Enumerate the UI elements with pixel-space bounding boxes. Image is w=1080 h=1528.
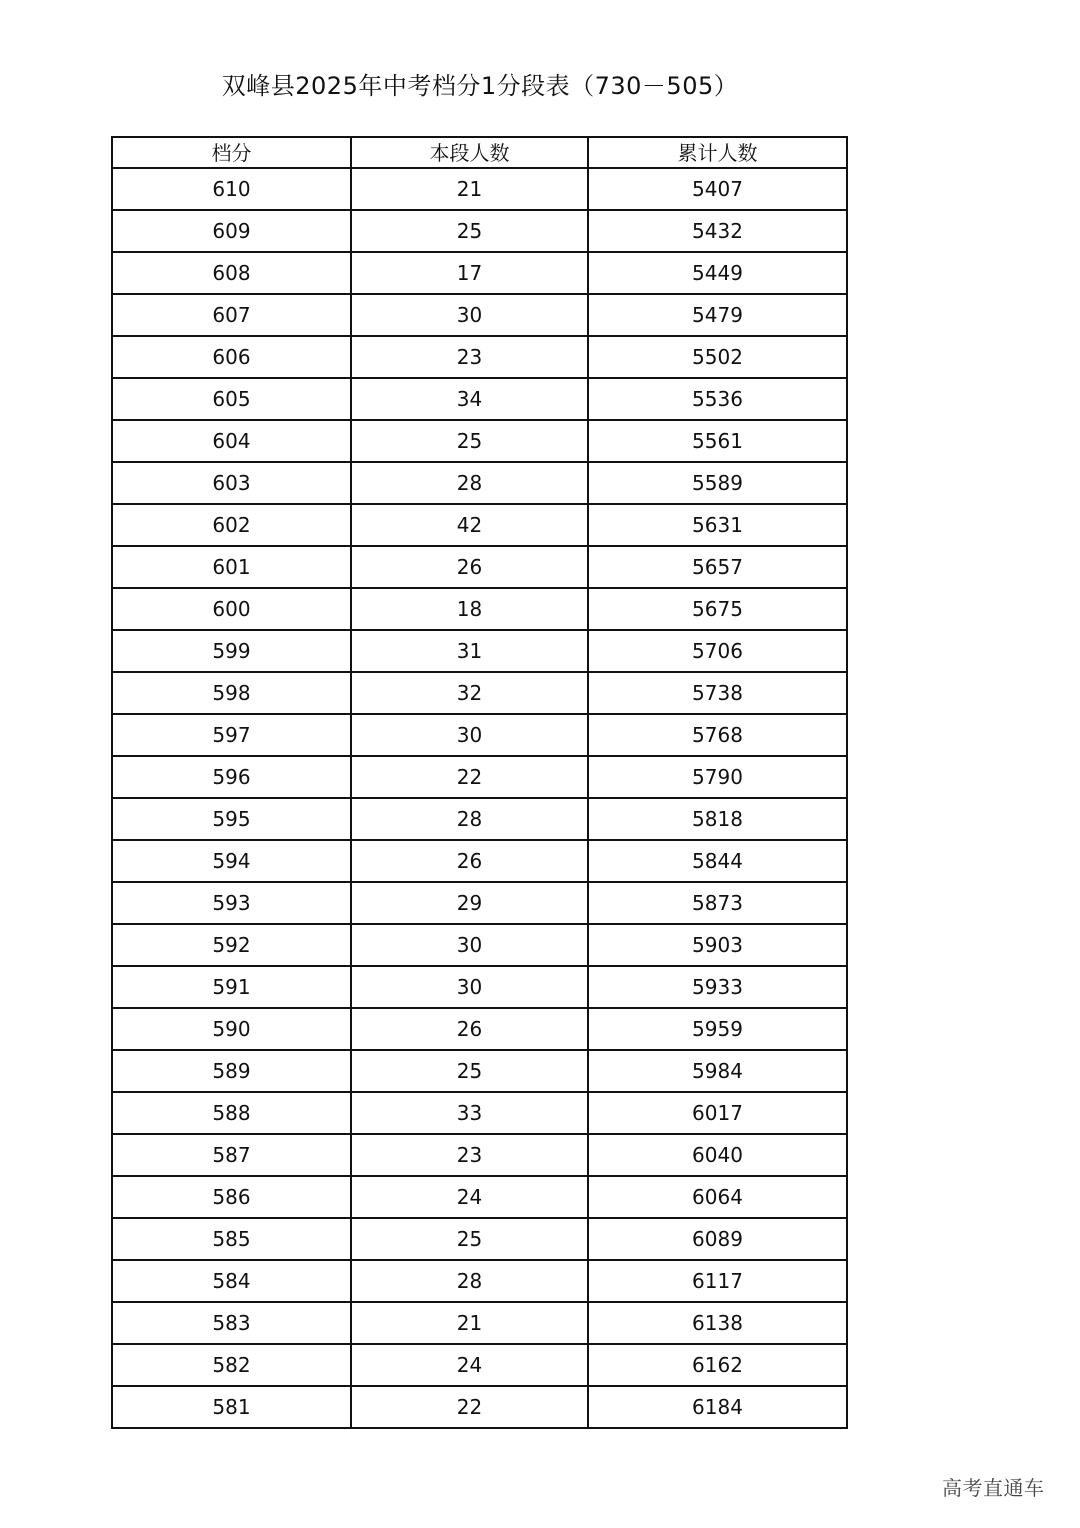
table-row [112,504,847,546]
table-row [112,924,847,966]
cell-cumulative-count: 6117 [588,1260,847,1302]
cell-cumulative-count: 5407 [588,168,847,210]
cell-segment-count: 30 [351,714,588,756]
cell-score: 593 [112,882,351,924]
cell-score: 606 [112,336,351,378]
watermark-text: 高考直通车 [942,1476,1045,1500]
cell-segment-count: 32 [351,672,588,714]
cell-cumulative-count: 5903 [588,924,847,966]
table-header-row [112,137,847,168]
cell-cumulative-count: 5790 [588,756,847,798]
table-row [112,966,847,1008]
table-row [112,1092,847,1134]
cell-score: 582 [112,1344,351,1386]
cell-segment-count: 30 [351,924,588,966]
table-row [112,630,847,672]
table-row [112,1344,847,1386]
table-row [112,672,847,714]
cell-cumulative-count: 6184 [588,1386,847,1428]
cell-score: 585 [112,1218,351,1260]
table-row [112,1134,847,1176]
cell-segment-count: 26 [351,1008,588,1050]
cell-score: 596 [112,756,351,798]
cell-score: 599 [112,630,351,672]
cell-segment-count: 33 [351,1092,588,1134]
cell-cumulative-count: 6040 [588,1134,847,1176]
cell-score: 589 [112,1050,351,1092]
cell-cumulative-count: 5536 [588,378,847,420]
cell-segment-count: 25 [351,1218,588,1260]
cell-score: 608 [112,252,351,294]
cell-score: 597 [112,714,351,756]
cell-segment-count: 28 [351,798,588,840]
header-score: 档分 [112,137,351,168]
cell-score: 595 [112,798,351,840]
score-distribution-table [111,136,848,1429]
cell-segment-count: 30 [351,294,588,336]
cell-segment-count: 42 [351,504,588,546]
cell-score: 607 [112,294,351,336]
table-row [112,336,847,378]
table-row [112,1218,847,1260]
cell-score: 586 [112,1176,351,1218]
cell-cumulative-count: 5984 [588,1050,847,1092]
cell-cumulative-count: 5873 [588,882,847,924]
table-row [112,1050,847,1092]
cell-cumulative-count: 5479 [588,294,847,336]
cell-score: 603 [112,462,351,504]
cell-cumulative-count: 6089 [588,1218,847,1260]
cell-score: 583 [112,1302,351,1344]
table-row [112,1302,847,1344]
cell-segment-count: 28 [351,462,588,504]
cell-segment-count: 26 [351,546,588,588]
cell-score: 587 [112,1134,351,1176]
cell-score: 598 [112,672,351,714]
cell-segment-count: 23 [351,336,588,378]
cell-segment-count: 22 [351,756,588,798]
cell-cumulative-count: 5589 [588,462,847,504]
cell-segment-count: 22 [351,1386,588,1428]
table-row [112,588,847,630]
table-row [112,1260,847,1302]
cell-segment-count: 28 [351,1260,588,1302]
table-row [112,1008,847,1050]
header-cumulative-count: 累计人数 [588,137,847,168]
document-title: 双峰县2025年中考档分1分段表（730－505） [221,72,739,100]
cell-segment-count: 26 [351,840,588,882]
cell-segment-count: 25 [351,1050,588,1092]
cell-segment-count: 30 [351,966,588,1008]
table-row [112,840,847,882]
cell-cumulative-count: 5768 [588,714,847,756]
cell-cumulative-count: 6138 [588,1302,847,1344]
cell-cumulative-count: 5818 [588,798,847,840]
cell-segment-count: 34 [351,378,588,420]
cell-segment-count: 21 [351,168,588,210]
cell-cumulative-count: 5933 [588,966,847,1008]
table-row [112,798,847,840]
cell-cumulative-count: 5449 [588,252,847,294]
cell-segment-count: 21 [351,1302,588,1344]
cell-score: 591 [112,966,351,1008]
cell-cumulative-count: 5706 [588,630,847,672]
cell-cumulative-count: 6162 [588,1344,847,1386]
cell-segment-count: 23 [351,1134,588,1176]
cell-cumulative-count: 5959 [588,1008,847,1050]
table-row [112,252,847,294]
table-body [112,168,847,1428]
cell-score: 604 [112,420,351,462]
cell-cumulative-count: 5738 [588,672,847,714]
cell-cumulative-count: 5561 [588,420,847,462]
table-row [112,210,847,252]
cell-cumulative-count: 5675 [588,588,847,630]
cell-score: 610 [112,168,351,210]
cell-score: 609 [112,210,351,252]
cell-segment-count: 25 [351,210,588,252]
cell-score: 590 [112,1008,351,1050]
cell-score: 601 [112,546,351,588]
cell-segment-count: 17 [351,252,588,294]
cell-score: 581 [112,1386,351,1428]
table-row [112,756,847,798]
table-row [112,882,847,924]
header-segment-count: 本段人数 [351,137,588,168]
table-row [112,1176,847,1218]
cell-segment-count: 18 [351,588,588,630]
table-row [112,378,847,420]
cell-cumulative-count: 5432 [588,210,847,252]
table-row [112,168,847,210]
table-row [112,294,847,336]
table-row [112,1386,847,1428]
cell-segment-count: 29 [351,882,588,924]
cell-score: 588 [112,1092,351,1134]
table-row [112,420,847,462]
cell-cumulative-count: 5502 [588,336,847,378]
cell-cumulative-count: 6064 [588,1176,847,1218]
cell-score: 594 [112,840,351,882]
table-row [112,462,847,504]
cell-cumulative-count: 5657 [588,546,847,588]
cell-cumulative-count: 5631 [588,504,847,546]
cell-score: 602 [112,504,351,546]
cell-score: 592 [112,924,351,966]
table-row [112,546,847,588]
cell-cumulative-count: 6017 [588,1092,847,1134]
cell-segment-count: 24 [351,1176,588,1218]
cell-segment-count: 25 [351,420,588,462]
cell-score: 605 [112,378,351,420]
table-row [112,714,847,756]
cell-segment-count: 24 [351,1344,588,1386]
cell-score: 600 [112,588,351,630]
cell-cumulative-count: 5844 [588,840,847,882]
cell-score: 584 [112,1260,351,1302]
cell-segment-count: 31 [351,630,588,672]
